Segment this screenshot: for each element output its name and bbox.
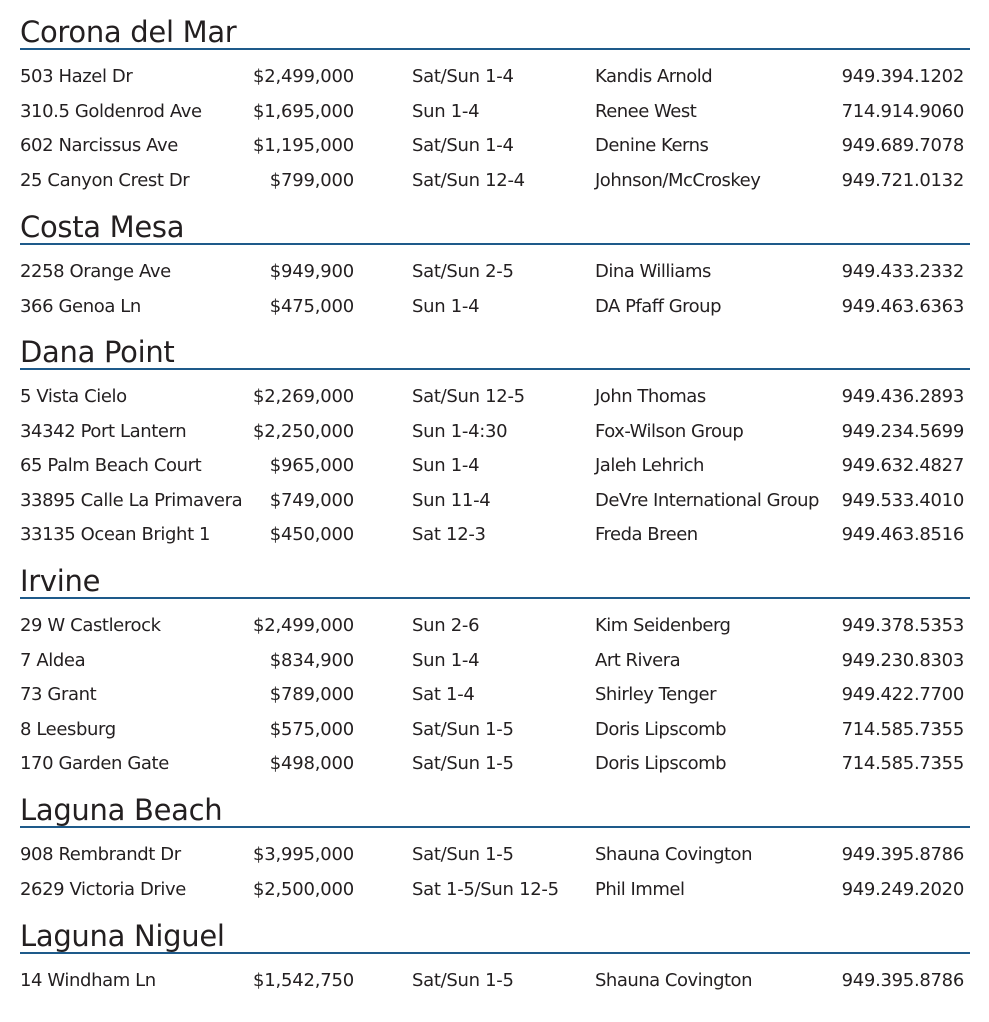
agent-phone: 949.234.5699 — [841, 420, 964, 442]
listing-address: 65 Palm Beach Court — [20, 455, 202, 477]
section-title: Corona del Mar — [20, 15, 237, 49]
listing-address: 73 Grant — [20, 684, 97, 706]
agent-phone: 949.433.2332 — [841, 261, 964, 282]
listing-row — [20, 455, 970, 490]
listing-address: 310.5 Goldenrod Ave — [20, 100, 202, 122]
listing-price: $949,900 — [269, 261, 354, 282]
agent-phone: 714.585.7355 — [841, 753, 964, 775]
agent-phone: 949.689.7078 — [841, 135, 964, 157]
listing-row — [20, 170, 970, 205]
listing-address: 503 Hazel Dr — [20, 66, 133, 87]
listing-row — [20, 421, 970, 456]
listing-row — [20, 844, 970, 879]
listing-price: $1,195,000 — [252, 135, 354, 157]
listing-price: $2,269,000 — [252, 386, 354, 407]
agent-phone: 949.632.4827 — [841, 455, 964, 477]
listing-address: 602 Narcissus Ave — [20, 135, 178, 157]
listing-row — [20, 684, 970, 719]
agent-phone: 949.378.5353 — [841, 615, 964, 636]
open-house-time: Sun 11-4 — [412, 489, 491, 511]
agent-name: Fox-Wilson Group — [595, 420, 744, 442]
listing-row — [20, 135, 970, 170]
agent-name: Shirley Tenger — [595, 684, 717, 706]
section-title: Irvine — [20, 564, 101, 598]
listing-price: $2,499,000 — [252, 66, 354, 87]
listing-address: 5 Vista Cielo — [20, 386, 127, 407]
listing-row — [20, 101, 970, 136]
agent-name: Renee West — [595, 100, 697, 122]
listing-list — [20, 970, 970, 1005]
listing-row — [20, 615, 970, 650]
agent-phone: 714.914.9060 — [841, 100, 964, 122]
listing-price: $834,900 — [269, 649, 354, 671]
listing-address: 170 Garden Gate — [20, 753, 169, 775]
section-laguna-beach — [20, 793, 970, 913]
open-house-time: Sat/Sun 1-5 — [412, 718, 514, 740]
agent-phone: 949.394.1202 — [841, 66, 964, 87]
listing-list — [20, 615, 970, 788]
agent-name: Dina Williams — [595, 261, 711, 282]
agent-phone: 949.463.6363 — [841, 295, 964, 317]
open-house-time: Sun 1-4 — [412, 455, 480, 477]
listing-address: 366 Genoa Ln — [20, 295, 141, 317]
listing-row — [20, 650, 970, 685]
agent-name: Jaleh Lehrich — [595, 455, 704, 477]
listing-price: $1,542,750 — [252, 970, 354, 991]
listing-list — [20, 261, 970, 330]
section-divider — [20, 597, 970, 599]
open-house-time: Sat 1-4 — [412, 684, 475, 706]
open-house-time: Sun 1-4 — [412, 649, 480, 671]
section-title: Laguna Niguel — [20, 919, 225, 953]
agent-name: Johnson/McCroskey — [595, 169, 761, 191]
agent-name: Kandis Arnold — [595, 66, 713, 87]
listing-price: $3,995,000 — [252, 844, 354, 865]
open-house-time: Sat/Sun 1-4 — [412, 135, 514, 157]
listing-row — [20, 66, 970, 101]
agent-phone: 949.395.8786 — [841, 970, 964, 991]
listing-price: $2,500,000 — [252, 878, 354, 900]
agent-name: DA Pfaff Group — [595, 295, 721, 317]
agent-name: Phil Immel — [595, 878, 685, 900]
agent-phone: 949.230.8303 — [841, 649, 964, 671]
listing-address: 7 Aldea — [20, 649, 86, 671]
listing-address: 14 Windham Ln — [20, 970, 156, 991]
listing-price: $475,000 — [269, 295, 354, 317]
listing-address: 29 W Castlerock — [20, 615, 161, 636]
open-house-time: Sun 1-4 — [412, 295, 480, 317]
listing-price: $1,695,000 — [252, 100, 354, 122]
agent-name: Art Rivera — [595, 649, 681, 671]
listing-price: $2,499,000 — [252, 615, 354, 636]
listing-price: $575,000 — [269, 718, 354, 740]
listing-row — [20, 386, 970, 421]
section-costa-mesa — [20, 210, 970, 330]
open-house-time: Sat/Sun 2-5 — [412, 261, 514, 282]
section-title: Dana Point — [20, 335, 175, 369]
listing-price: $965,000 — [269, 455, 354, 477]
listing-price: $789,000 — [269, 684, 354, 706]
listing-list — [20, 844, 970, 913]
listing-row — [20, 719, 970, 754]
agent-phone: 949.533.4010 — [841, 489, 964, 511]
agent-phone: 949.463.8516 — [841, 524, 964, 546]
open-house-time: Sat/Sun 12-5 — [412, 386, 525, 407]
agent-name: Shauna Covington — [595, 844, 752, 865]
agent-name: Shauna Covington — [595, 970, 752, 991]
agent-name: Freda Breen — [595, 524, 698, 546]
listing-price: $749,000 — [269, 489, 354, 511]
agent-name: Doris Lipscomb — [595, 718, 727, 740]
listing-price: $799,000 — [269, 169, 354, 191]
listing-address: 2629 Victoria Drive — [20, 878, 186, 900]
agent-name: John Thomas — [595, 386, 706, 407]
listing-address: 34342 Port Lantern — [20, 420, 187, 442]
open-house-time: Sat/Sun 1-5 — [412, 753, 514, 775]
agent-name: Kim Seidenberg — [595, 615, 731, 636]
agent-phone: 949.249.2020 — [841, 878, 964, 900]
open-house-time: Sat 1-5/Sun 12-5 — [412, 878, 559, 900]
listing-price: $450,000 — [269, 524, 354, 546]
open-house-time: Sat 12-3 — [412, 524, 486, 546]
agent-phone: 949.422.7700 — [841, 684, 964, 706]
open-house-time: Sat/Sun 1-4 — [412, 66, 514, 87]
agent-phone: 949.395.8786 — [841, 844, 964, 865]
agent-name: Denine Kerns — [595, 135, 709, 157]
section-irvine — [20, 564, 970, 788]
open-house-time: Sat/Sun 12-4 — [412, 169, 525, 191]
agent-name: Doris Lipscomb — [595, 753, 727, 775]
listing-row — [20, 261, 970, 296]
listing-price: $2,250,000 — [252, 420, 354, 442]
section-corona-del-mar — [20, 15, 970, 204]
section-title: Laguna Beach — [20, 793, 223, 827]
listing-list — [20, 66, 970, 204]
section-title: Costa Mesa — [20, 210, 185, 244]
listing-address: 33895 Calle La Primavera — [20, 489, 243, 511]
open-house-time: Sun 1-4:30 — [412, 420, 508, 442]
agent-phone: 949.721.0132 — [841, 169, 964, 191]
listing-address: 908 Rembrandt Dr — [20, 844, 181, 865]
listing-row — [20, 753, 970, 788]
listing-address: 25 Canyon Crest Dr — [20, 169, 190, 191]
listing-list — [20, 386, 970, 559]
section-laguna-niguel — [20, 919, 970, 1005]
section-dana-point — [20, 335, 970, 559]
listing-row — [20, 879, 970, 914]
agent-name: DeVre International Group — [595, 489, 819, 511]
listing-row — [20, 970, 970, 1005]
agent-phone: 714.585.7355 — [841, 718, 964, 740]
listing-price: $498,000 — [269, 753, 354, 775]
open-house-time: Sun 2-6 — [412, 615, 480, 636]
listing-row — [20, 490, 970, 525]
listing-address: 2258 Orange Ave — [20, 261, 171, 282]
open-house-time: Sat/Sun 1-5 — [412, 844, 514, 865]
listing-address: 33135 Ocean Bright 1 — [20, 524, 211, 546]
open-house-time: Sun 1-4 — [412, 100, 480, 122]
listing-row — [20, 524, 970, 559]
listing-address: 8 Leesburg — [20, 718, 116, 740]
listing-row — [20, 296, 970, 331]
agent-phone: 949.436.2893 — [841, 386, 964, 407]
open-house-time: Sat/Sun 1-5 — [412, 970, 514, 991]
